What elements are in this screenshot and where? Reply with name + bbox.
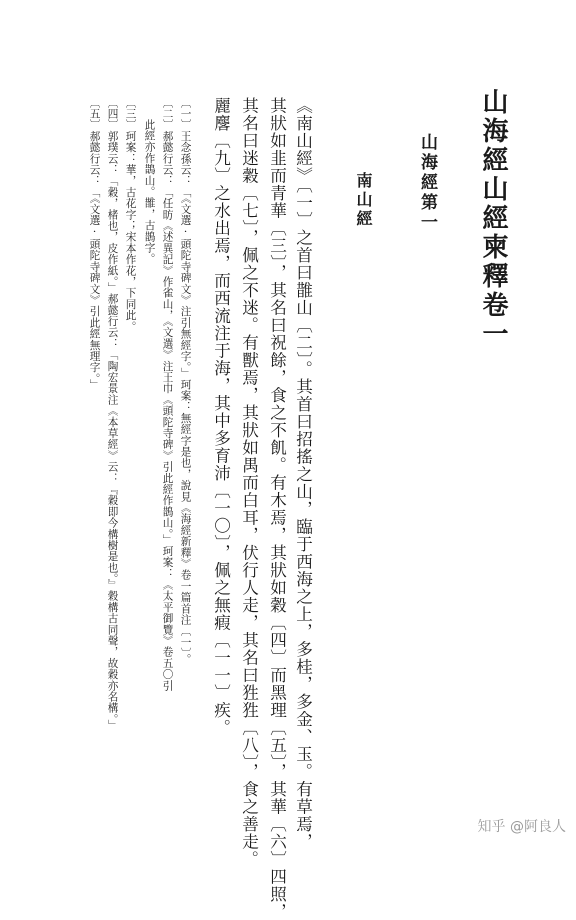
- main-text-line: 其狀如韭而青華〔三〕，其名曰祝餘，食之不飢。有木焉，其狀如穀〔四〕而黑理〔五〕，其華〔六〕四照，: [267, 97, 287, 920]
- watermark: 知乎 @阿良人: [477, 819, 566, 835]
- footnote-3: 〔三〕珂案：華，古花字；宋本作花，下同此。: [124, 97, 137, 333]
- main-text-line: 其名曰迷穀〔七〕，佩之不迷。有獸焉，其狀如禺而白耳，伏行人走，其名曰狌狌〔八〕，食之善走。: [239, 97, 259, 868]
- chapter-title: 山海經第一: [417, 133, 437, 233]
- footnote-1: 〔一〕王念孫云：「《文選·頭陀寺碑文》注引無經字。」珂案：無經字是也，說見《海經新釋》卷一篇首注〔一〕。: [179, 97, 192, 665]
- footnote-2-continued: 此經亦作鵲山。䧿，古鵲字。: [143, 119, 156, 265]
- main-text-line: 麗麐〔九〕之水出焉，而西流注于海，其中多育沛〔一〇〕，佩之無瘕〔一一〕疾。: [211, 97, 231, 737]
- footnote-5: 〔五〕郝懿行云：「《文選·頭陀寺碑文》引此經無理字。」: [88, 97, 101, 391]
- section-title: 南山經: [354, 172, 373, 229]
- main-text-line: 《南山經》〔一〕之首曰䧿山〔二〕。其首曰招搖之山，臨于西海之上，多桂，多金、玉。有草焉，: [293, 97, 313, 851]
- book-title: 山海經山經柬釋卷一: [478, 88, 508, 349]
- footnote-2: 〔二〕郝懿行云：「任昉《述異記》作雀山，《文選》注王巾《頭陀寺碑》引此經作鵲山。」珂案：《太平御覽》卷五〇引: [161, 97, 174, 692]
- footnote-4: 〔四〕郭璞云：「穀，楮也，皮作紙。」郝懿行云：「陶宏景注《本草經》云：『穀即今構樹是也。』穀構古同聲，故穀亦名構。」: [106, 97, 119, 731]
